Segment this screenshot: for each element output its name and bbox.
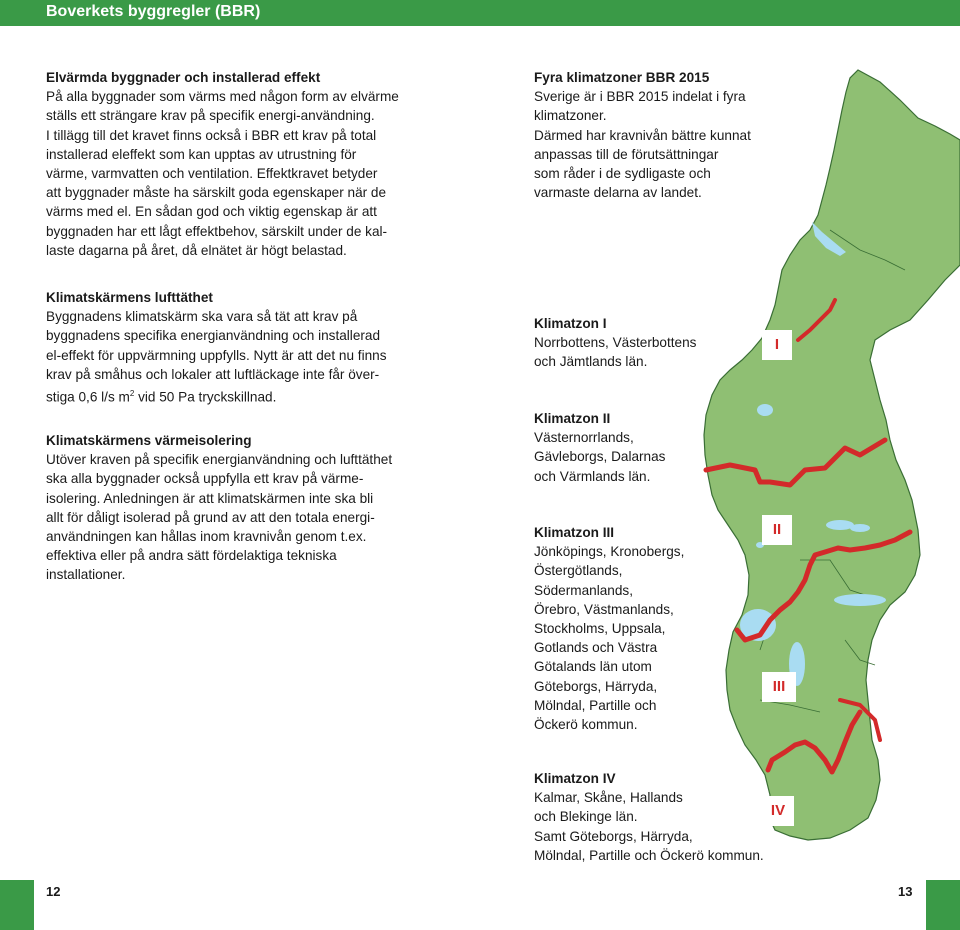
body-line: användningen kan hållas inom kravnivån genom t.ex. (46, 529, 367, 545)
zone-heading: Klimatzon II (534, 411, 611, 426)
section-body (46, 87, 446, 260)
zone-heading: Klimatzon III (534, 525, 615, 540)
footer-corner-right (926, 880, 960, 930)
body-line: klimatzoner. (534, 108, 607, 124)
zone-marker-1: I (762, 330, 792, 360)
body-line: Gotlands och Västra (534, 640, 658, 656)
body-line: I tillägg till det kravet finns också i BBR ett krav på total (46, 127, 377, 143)
body-line: Norrbottens, Västerbottens (534, 335, 697, 351)
body-line: Jönköpings, Kronobergs, (534, 544, 685, 560)
zone-heading: Klimatzon I (534, 316, 607, 331)
section-lufttathet (46, 288, 446, 407)
body-line: Samt Göteborgs, Härryda, (534, 828, 693, 844)
section-heading: Klimatskärmens värmeisolering (46, 433, 252, 448)
lake (826, 520, 854, 530)
body-line: Öckerö kommun. (534, 717, 638, 733)
lake (757, 404, 773, 416)
body-line: och Värmlands län. (534, 468, 651, 484)
section-heading: Fyra klimatzoner BBR 2015 (534, 70, 710, 85)
section-body (46, 450, 446, 584)
section-varmeisolering (46, 431, 446, 585)
lake (834, 594, 886, 606)
body-line: krav på småhus och lokaler att luftläckage inte får över- (46, 366, 380, 382)
body-text: vid 50 Pa tryckskillnad. (134, 389, 277, 405)
body-line: byggnadens specifika energianvändning och installerad (46, 328, 381, 344)
body-line: Östergötlands, (534, 563, 623, 579)
body-line: och Blekinge län. (534, 809, 638, 825)
section-heading: Klimatskärmens lufttäthet (46, 290, 213, 305)
body-line: Byggnadens klimatskärm ska vara så tät att krav på (46, 309, 358, 325)
body-line: Mölndal, Partille och (534, 697, 657, 713)
body-line: ska alla byggnader också uppfylla ett krav på värme- (46, 471, 364, 487)
zone-heading: Klimatzon IV (534, 771, 616, 786)
body-line: installationer. (46, 567, 126, 583)
superscript: 2 (129, 389, 135, 399)
page-title: Boverkets byggregler (BBR) (46, 3, 261, 20)
body-line: Mölndal, Partille och Öckerö kommun. (534, 847, 764, 863)
page-number-right: 13 (898, 884, 913, 899)
body-line: värme, varmvatten och ventilation. Effektkravet betyder (46, 166, 378, 182)
body-line: installerad eleffekt som kan upptas av utrustning för (46, 146, 357, 162)
zone-marker-2: II (762, 515, 792, 545)
zone-marker-4: IV (762, 796, 794, 826)
body-line: Örebro, Västmanlands, (534, 601, 674, 617)
body-line: Stockholms, Uppsala, (534, 621, 666, 637)
body-line: allt för dåligt isolerad på grund av att den totala energi- (46, 509, 375, 525)
body-line: Göteborgs, Härryda, (534, 678, 658, 694)
body-line: Därmed har kravnivån bättre kunnat (534, 127, 751, 143)
zone-marker-3: III (762, 672, 796, 702)
section-heading: Elvärmda byggnader och installerad effekt (46, 70, 321, 85)
sweden-landmass (704, 70, 960, 840)
body-line: Södermanlands, (534, 582, 633, 598)
section-body (46, 307, 446, 407)
body-line: Sverige är i BBR 2015 indelat i fyra (534, 89, 746, 105)
footer-corner-left (0, 880, 34, 930)
body-text: stiga 0,6 l/s m (46, 389, 130, 405)
body-line: och Jämtlands län. (534, 354, 648, 370)
body-line: anpassas till de förutsättningar (534, 146, 719, 162)
body-line: Utöver kraven på specifik energianvändning och lufttäthet (46, 452, 393, 468)
body-line: Gävleborgs, Dalarnas (534, 449, 666, 465)
sweden-climate-zone-map (700, 60, 960, 875)
body-line: ställs ett strängare krav på specifik energi-användning. (46, 108, 375, 124)
body-line: varmaste delarna av landet. (534, 185, 702, 201)
body-line: att byggnader måste ha särskilt goda egenskaper när de (46, 185, 387, 201)
body-line: isolering. Anledningen är att klimatskärmen inte ska bli (46, 490, 374, 506)
body-line: som råder i de sydligaste och (534, 166, 711, 182)
body-line: el-effekt för uppvärmning uppfylls. Nytt är att det nu finns (46, 347, 387, 363)
lake (850, 524, 870, 532)
section-effekt (46, 68, 446, 260)
body-line: värms med el. En sådan god och viktig egenskap är att (46, 204, 377, 220)
body-line: byggnaden har ett lågt effektbehov, särskilt under de kal- (46, 223, 388, 239)
header-bar (0, 0, 960, 26)
body-line: Västernorrlands, (534, 430, 634, 446)
body-line: På alla byggnader som värms med någon form av elvärme (46, 89, 399, 105)
body-line: Kalmar, Skåne, Hallands (534, 790, 683, 806)
page-number-left: 12 (46, 884, 61, 899)
body-line: effektiva eller på andra sätt fördelaktiga tekniska (46, 548, 337, 564)
body-line: Götalands län utom (534, 659, 652, 675)
body-line: laste dagarna på året, då elnätet är högt belastad. (46, 242, 347, 258)
